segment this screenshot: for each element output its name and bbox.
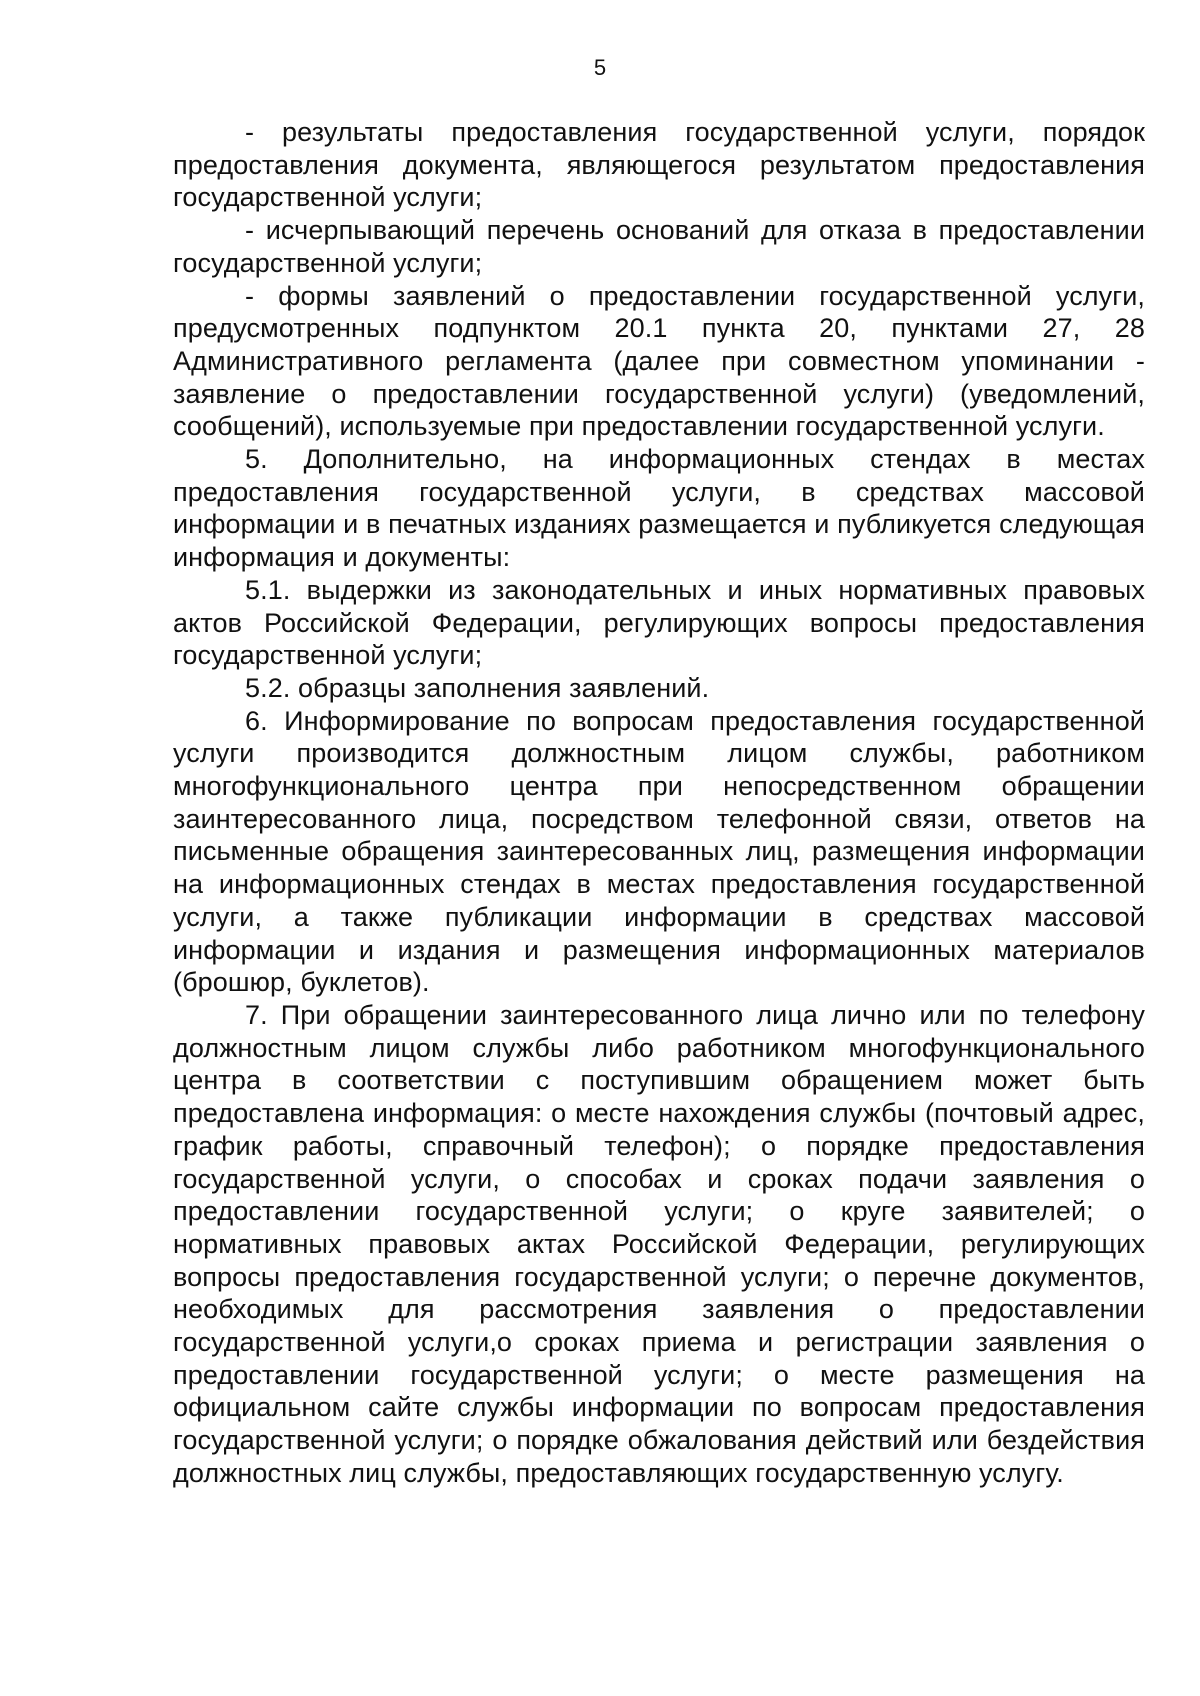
paragraph-refusal-bullet: - исчерпывающий перечень оснований для отказа в предоставлении государственной услуги; (173, 215, 1145, 278)
paragraph-item-5-2: 5.2. образцы заполнения заявлений. (245, 672, 710, 703)
paragraph-forms-bullet: - формы заявлений о предоставлении государственной услуги, предусмотренных подпунктом 20.1 пункта 20, пунктами 27, 28 Административного регламента (далее при совместном упоминании - заявление о предоставлении государственной услуги) (уведомлений, сообщений), используемые при предоставлении государственной услуги. (173, 280, 1145, 442)
paragraph-item-5-1: 5.1. выдержки из законодательных и иных нормативных правовых актов Российской Федерации, регулирующих вопросы предоставления государственной услуги; (173, 574, 1145, 671)
paragraph-item-5: 5. Дополнительно, на информационных стендах в местах предоставления государственной услуги, в средствах массовой информации и в печатных изданиях размещается и публикуется следующая информация и документы: (173, 444, 1145, 573)
paragraph-item-6: 6. Информирование по вопросам предоставления государственной услуги производится должностным лицом службы, работником многофункционального центра при непосредственном обращении заинтересованного лица, посредством телефонной связи, ответов на письменные обращения заинтересованных лиц, размещения информации на информационных стендах в местах предоставления государственной услуги, а также публикации информации в средствах массовой информации и издания и размещения информационных материалов (брошюр, буклетов). (173, 705, 1145, 998)
page-number: 5 (593, 55, 607, 80)
paragraph-result-bullet: - результаты предоставления государственной услуги, порядок предоставления документа, являющегося результатом предоставления государственной услуги; (173, 117, 1145, 213)
document-body (173, 116, 1145, 1490)
paragraph-item-7: 7. При обращении заинтересованного лица лично или по телефону должностным лицом службы либо работником многофункционального центра в соответствии с поступившим обращением может быть предоставлена информация: о месте нахождения службы (почтовый адрес, график работы, справочный телефон); о порядке предоставления государственной услуги, о способах и сроках подачи заявления о предоставлении государственной услуги; о круге заявителей; о нормативных правовых актах Российской Федерации, регулирующих вопросы предоставления государственной услуги; о перечне документов, необходимых для рассмотрения заявления о предоставлении государственной услуги,о сроках приема и регистрации заявления о предоставлении государственной услуги; о месте размещения на официальном сайте службы информации по вопросам предоставления государственной услуги; о порядке обжалования действий или бездействия должностных лиц службы, предоставляющих государственную услугу. (173, 999, 1145, 1488)
